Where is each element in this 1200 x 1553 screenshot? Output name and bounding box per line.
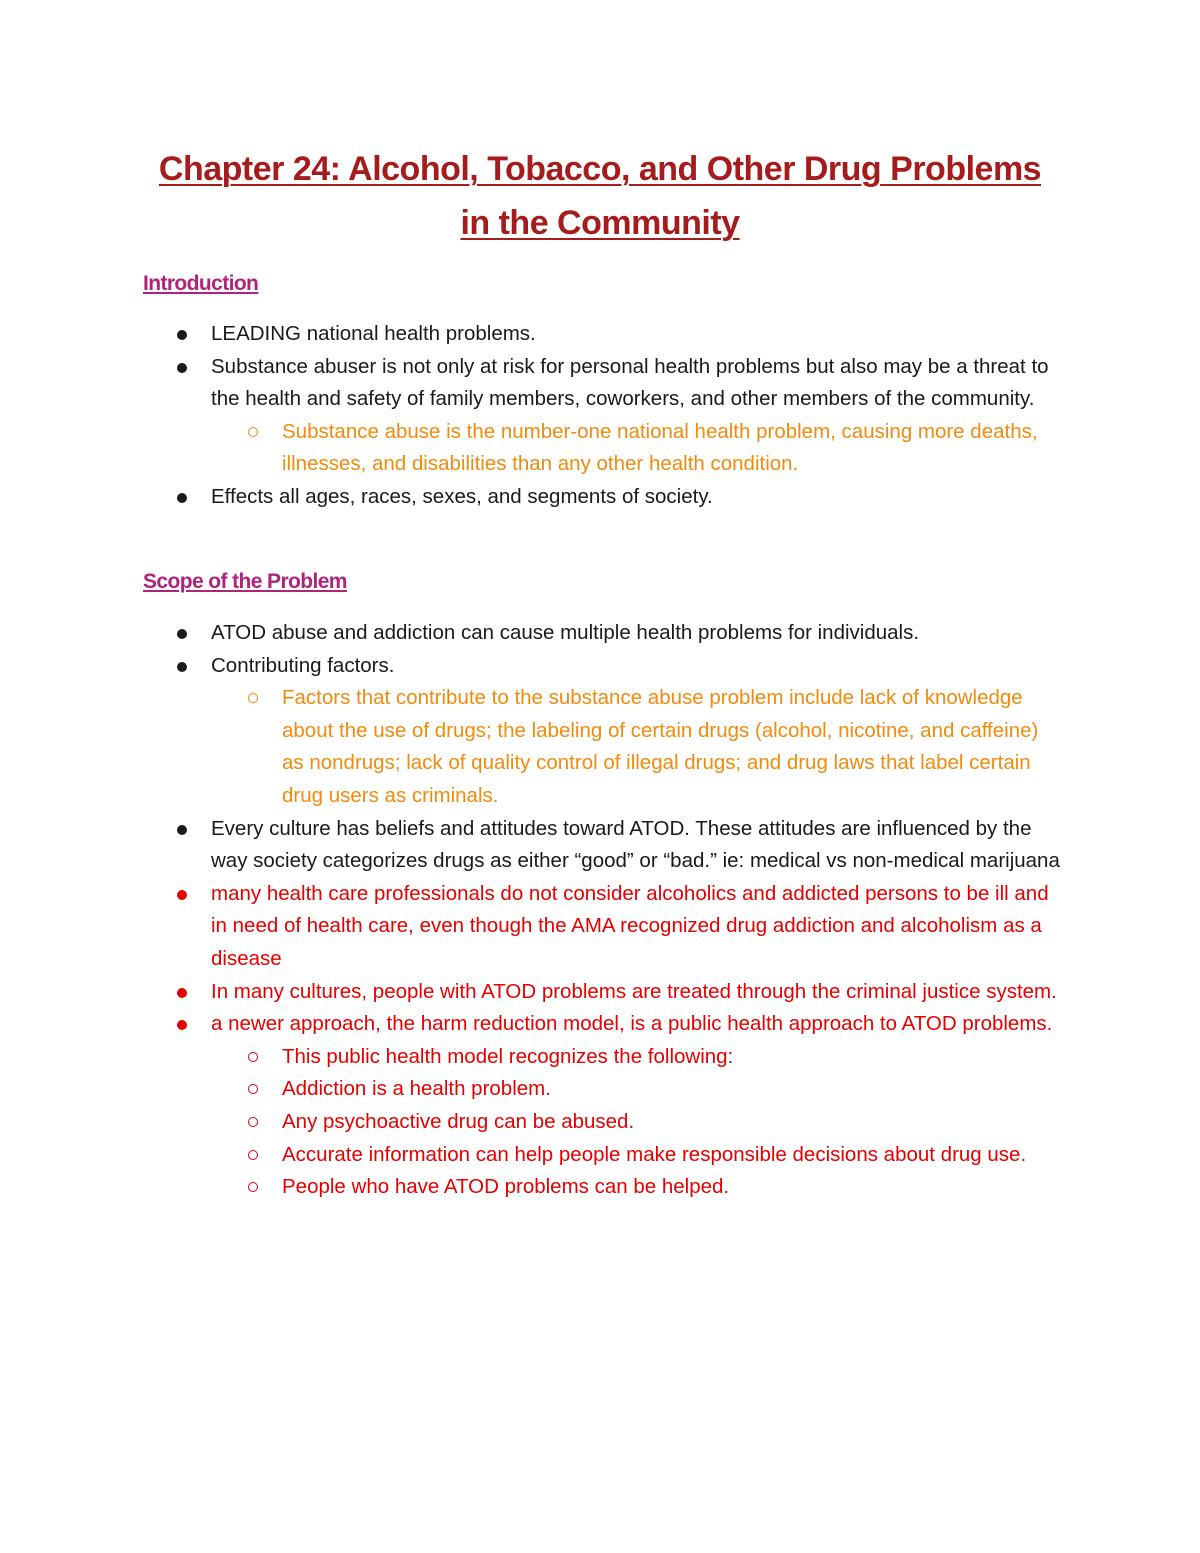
list-item-text: a newer approach, the harm reduction model, is a public health approach to ATOD problems. bbox=[211, 1012, 1053, 1036]
bullet-ring-icon bbox=[248, 1084, 258, 1094]
bullet-dot-icon bbox=[177, 629, 187, 639]
list-item bbox=[0, 682, 1062, 812]
bullet-dot-icon bbox=[177, 330, 187, 340]
bullet-ring-icon bbox=[248, 1117, 258, 1127]
scope-list bbox=[0, 617, 1200, 1204]
bullet-dot-icon bbox=[177, 988, 187, 998]
list-item bbox=[0, 1008, 1061, 1041]
list-item bbox=[0, 416, 1062, 481]
list-item-text: Contributing factors. bbox=[211, 653, 395, 677]
list-item-text: Accurate information can help people make responsible decisions about drug use. bbox=[282, 1142, 1027, 1166]
list-item-text: ATOD abuse and addiction can cause multiple health problems for individuals. bbox=[211, 621, 920, 644]
bullet-dot-icon bbox=[177, 890, 187, 900]
list-item bbox=[0, 351, 1061, 416]
list-item-text: many health care professionals do not consider alcoholics and addicted persons to be ill and in need of health care, even though the AMA recognized drug addiction and alcoholism as a disease bbox=[211, 881, 1049, 970]
list-item-text: People who have ATOD problems can be helped. bbox=[282, 1175, 730, 1199]
list-item-text: Substance abuse is the number-one national health problem, causing more deaths, illnesses, and disabilities than any other health condition. bbox=[282, 419, 1038, 476]
introduction-list bbox=[0, 318, 1200, 514]
list-item-text: LEADING national health problems. bbox=[211, 322, 536, 345]
list-item bbox=[0, 878, 1061, 976]
bullet-ring-icon bbox=[248, 1150, 258, 1160]
list-item bbox=[0, 318, 1061, 351]
document-title bbox=[120, 142, 1080, 250]
bullet-ring-icon bbox=[248, 1052, 258, 1062]
list-item bbox=[0, 617, 1061, 650]
list-item bbox=[0, 1073, 1062, 1106]
list-item bbox=[0, 481, 1061, 514]
bullet-dot-icon bbox=[177, 363, 187, 373]
list-item-text: Factors that contribute to the substance abuse problem include lack of knowledge about the use of drugs; the labeling of certain drugs (alcohol, nicotine, and caffeine) as nondrugs; lack of quality control of illegal drugs; and drug laws that label certain drug users as criminals. bbox=[282, 686, 1039, 807]
list-item-text: This public health model recognizes the following: bbox=[282, 1044, 734, 1068]
title-line-1: Chapter 24: Alcohol, Tobacco, and Other Drug Problems bbox=[158, 150, 1042, 188]
section-heading-scope: Scope of the Problem bbox=[143, 570, 347, 593]
bullet-dot-icon bbox=[177, 493, 187, 503]
bullet-dot-icon bbox=[177, 662, 187, 672]
list-item bbox=[0, 650, 1061, 683]
list-item-text: Every culture has beliefs and attitudes toward ATOD. These attitudes are influenced by the way society categorizes drugs as either “good” or “bad.” ie: medical vs non-medical marijuana bbox=[211, 816, 1060, 873]
title-line-2: in the Community bbox=[460, 204, 740, 242]
list-item bbox=[0, 976, 1061, 1009]
section-heading-introduction: Introduction bbox=[143, 272, 259, 295]
list-item-text: Any psychoactive drug can be abused. bbox=[282, 1109, 635, 1133]
list-item bbox=[0, 1041, 1062, 1074]
bullet-ring-icon bbox=[248, 1182, 258, 1192]
list-item bbox=[0, 1106, 1062, 1139]
list-item-text: Substance abuser is not only at risk for personal health problems but also may be a threat to the health and safety of family members, coworkers, and other members of the community. bbox=[211, 354, 1049, 411]
list-item bbox=[0, 813, 1061, 878]
bullet-ring-icon bbox=[248, 693, 258, 703]
bullet-ring-icon bbox=[248, 427, 258, 437]
list-item-text: In many cultures, people with ATOD problems are treated through the criminal justice system. bbox=[211, 979, 1057, 1003]
bullet-dot-icon bbox=[177, 825, 187, 835]
bullet-dot-icon bbox=[177, 1020, 187, 1030]
list-item-text: Addiction is a health problem. bbox=[282, 1077, 551, 1101]
list-item bbox=[0, 1139, 1062, 1172]
list-item-text: Effects all ages, races, sexes, and segments of society. bbox=[211, 484, 713, 508]
list-item bbox=[0, 1171, 1062, 1204]
